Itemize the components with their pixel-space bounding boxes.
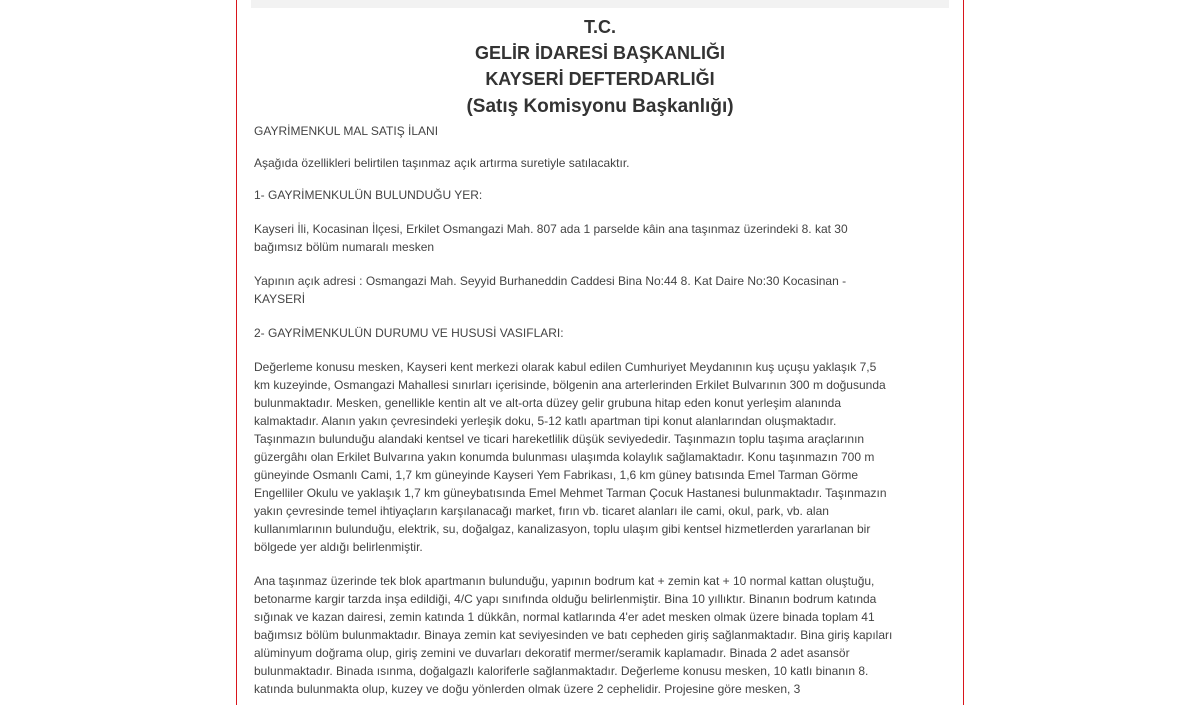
- description-paragraph-1: Değerleme konusu mesken, Kayseri kent merkezi olarak kabul edilen Cumhuriyet Meydanının kuş uçuşu yaklaşık 7,5 km kuzeyinde, Osmangazi Mahallesi sınırları içerisinde, bölgenin ana arterlerinden Erkilet Bulvarının 300 m doğusunda bulunmaktadır. Mesken, genellikle kentin alt ve alt-orta düzey gelir grubuna hitap eden konut yerleşim alanında kalmaktadır. Alanın yakın çevresindeki yerleşik doku, 5-12 katlı apartman tipi konut alanlarından oluşmaktadır. Taşınmazın bulunduğu alandaki kentsel ve ticari hareketlilik düşük seviyededir. Taşınmazın toplu taşıma araçlarının güzergâhı olan Erkilet Bulvarına yakın konumda bulunması ulaşımda kolaylık sağlamaktadır. Konu taşınmazın 700 m güneyinde Osmanlı Cami, 1,7 km güneyinde Kayseri Yem Fabrikası, 1,6 km güney batısında Emel Tarman Görme Engelliler Okulu ve yaklaşık 1,7 km güneybatısında Emel Mehmet Tarman Çocuk Hastanesi bulunmaktadır. Taşınmazın yakın çevresinde temel ihtiyaçların karşılanacağı market, fırın vb. ticaret alanları ile cami, okul, park, vb. alan kullanımlarının bulunduğu, elektrik, su, doğalgaz, kanalizasyon, toplu ulaşım gibi kentsel hizmetlerden yararlanan bir bölgede yer aldığı belirlenmiştir.: [254, 360, 887, 554]
- top-strip: [251, 0, 949, 8]
- document-page: [236, 0, 964, 705]
- document-header: [237, 14, 963, 122]
- header-line-gib: GELİR İDARESİ BAŞKANLIĞI: [474, 43, 725, 63]
- document-body: [254, 122, 894, 705]
- header-line-komisyon: (Satış Komisyonu Başkanlığı): [466, 96, 734, 117]
- intro-text: Aşağıda özellikleri belirtilen taşınmaz açık artırma suretiyle satılacaktır.: [254, 156, 630, 170]
- announcement-title: GAYRİMENKUL MAL SATIŞ İLANI: [254, 124, 439, 138]
- section-1-heading: 1- GAYRİMENKULÜN BULUNDUĞU YER:: [254, 188, 483, 202]
- header-line-defterdarlik: KAYSERİ DEFTERDARLIĞI: [485, 69, 715, 89]
- address-text: Yapının açık adresi : Osmangazi Mah. Seyyid Burhaneddin Caddesi Bina No:44 8. Kat Daire No:30 Kocasinan - KAYSERİ: [254, 274, 847, 306]
- location-text: Kayseri İli, Kocasinan İlçesi, Erkilet Osmangazi Mah. 807 ada 1 parselde kâin ana taşınmaz üzerindeki 8. kat 30 bağımsız bölüm numaralı mesken: [254, 222, 848, 254]
- section-2-heading: 2- GAYRİMENKULÜN DURUMU VE HUSUSİ VASIFLARI:: [254, 326, 564, 340]
- description-paragraph-2: Ana taşınmaz üzerinde tek blok apartmanın bulunduğu, yapının bodrum kat + zemin kat + 10 normal kattan oluştuğu, betonarme kargir tarzda inşa edildiği, 4/C yapı sınıfında olduğu belirlenmiştir. Bina 10 yıllıktır. Binanın bodrum katında sığınak ve kazan dairesi, zemin katında 1 dükkân, normal katlarında 4'er adet mesken olmak üzere binada toplam 41 bağımsız bölüm bulunmaktadır. Binaya zemin kat seviyesinden ve batı cepheden giriş sağlanmaktadır. Bina giriş kapıları alüminyum doğrama olup, giriş zemini ve duvarları dekoratif mermer/seramik kaplamadır. Binada 2 adet asansör bulunmaktadır. Binada ısınma, doğalgazlı kaloriferle sağlanmaktadır. Değerleme konusu mesken, 10 katlı binanın 8. katında bulunmakta olup, kuzey ve doğu yönlerden olmak üzere 2 cephelidir. Projesine göre mesken, 3: [254, 574, 893, 696]
- header-line-tc: T.C.: [583, 17, 616, 37]
